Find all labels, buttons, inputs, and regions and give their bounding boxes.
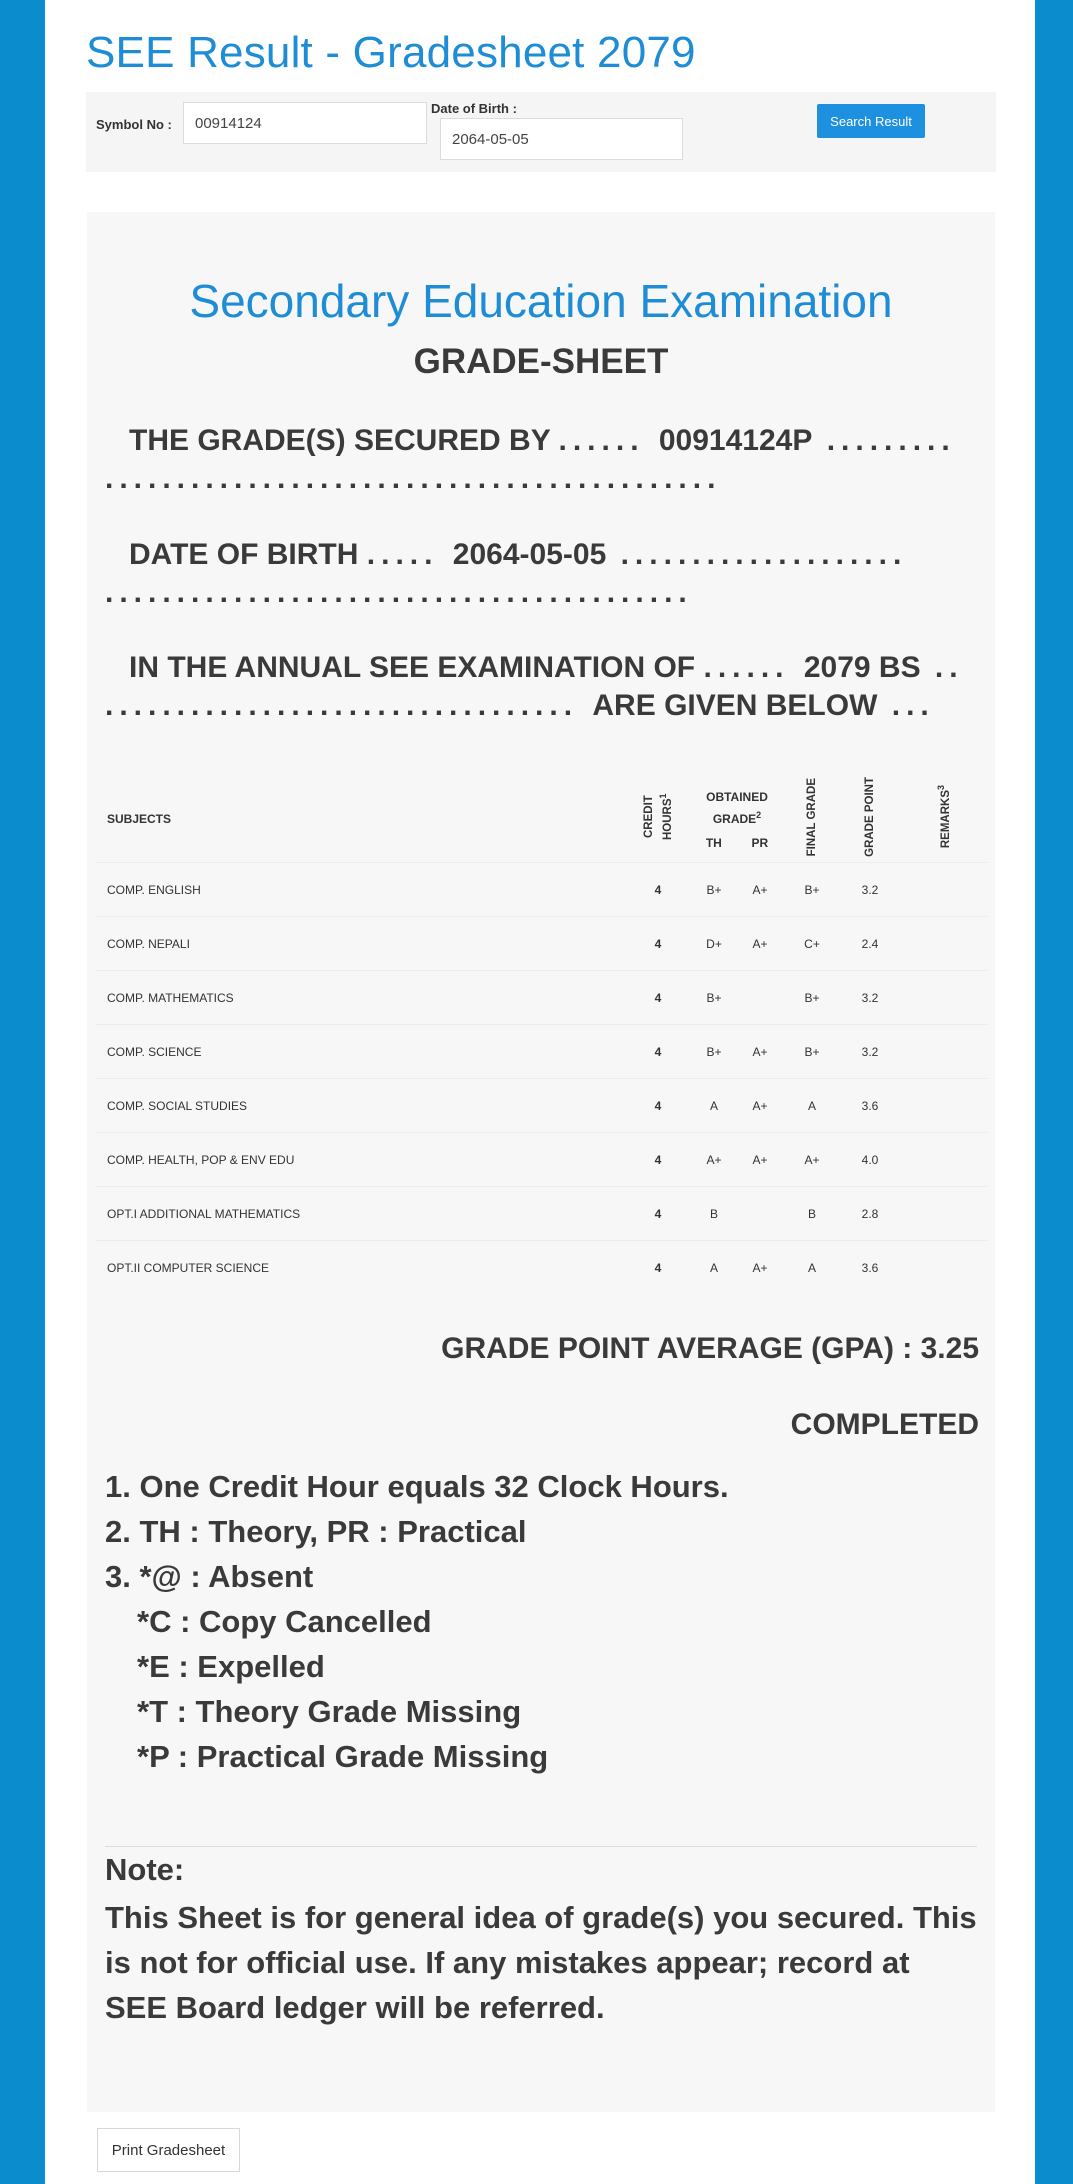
symbol-no-label: Symbol No :	[96, 117, 172, 132]
grade-point: 3.2	[841, 971, 899, 1025]
credit-hours: 4	[625, 1241, 691, 1295]
practical-grade	[737, 971, 783, 1025]
obtained-grade-header: OBTAINED GRADE$^2$ TH PR	[705, 789, 769, 850]
grade-point-header: GRADE POINT	[864, 777, 876, 857]
subject-name: COMP. NEPALI	[95, 917, 625, 971]
grade-point: 3.2	[841, 1025, 899, 1079]
note-heading: Note:	[105, 1852, 185, 1887]
table-row	[95, 1187, 987, 1241]
final-grade: A	[783, 1079, 841, 1133]
subject-name: COMP. SCIENCE	[95, 1025, 625, 1079]
legend-item: 1. One Credit Hour equals 32 Clock Hours.	[105, 1469, 729, 1504]
subject-name: COMP. SOCIAL STUDIES	[95, 1079, 625, 1133]
dob-line: DATE OF BIRTH ..... 2064-05-05 .................... .........................................	[105, 538, 908, 609]
symbol-no-input[interactable]	[183, 102, 427, 144]
credit-hours: 4	[625, 971, 691, 1025]
final-grade: B+	[783, 863, 841, 917]
dob-line-value: 2064-05-05	[452, 538, 607, 571]
final-grade: B	[783, 1187, 841, 1241]
pr-header: PR	[751, 835, 769, 850]
final-grade: C+	[783, 917, 841, 971]
subject-name: OPT.II COMPUTER SCIENCE	[95, 1241, 625, 1295]
theory-grade: B+	[691, 971, 737, 1025]
final-grade: B+	[783, 1025, 841, 1079]
theory-grade: D+	[691, 917, 737, 971]
subjects-header: SUBJECTS	[107, 811, 172, 826]
print-gradesheet-button[interactable]: Print Gradesheet	[97, 2128, 240, 2172]
credit-hours: 4	[625, 1079, 691, 1133]
theory-grade: B+	[691, 1025, 737, 1079]
practical-grade: A+	[737, 863, 783, 917]
legend-item: 3. *@ : Absent	[105, 1559, 314, 1594]
dob-label: Date of Birth :	[431, 101, 517, 116]
practical-grade	[737, 1187, 783, 1241]
grade-point: 4.0	[841, 1133, 899, 1187]
note-body: This Sheet is for general idea of grade(s) you secured. This is not for official use. If any mistakes appear; record at SEE Board ledger will be referred.	[105, 1900, 977, 2025]
remarks	[899, 1025, 987, 1079]
practical-grade: A+	[737, 1079, 783, 1133]
legend-notes	[105, 1464, 975, 1779]
grades-table	[95, 775, 987, 1295]
legend-item: *T : Theory Grade Missing	[137, 1694, 522, 1729]
subject-name: COMP. HEALTH, POP & ENV EDU	[95, 1133, 625, 1187]
credit-hours: 4	[625, 863, 691, 917]
secured-by-value: 00914124P	[658, 424, 813, 457]
gpa-value: 3.25	[920, 1332, 979, 1365]
gpa-label: GRADE POINT AVERAGE (GPA) :	[441, 1332, 913, 1365]
final-grade: B+	[783, 971, 841, 1025]
legend-item: *E : Expelled	[137, 1649, 325, 1684]
table-row	[95, 971, 987, 1025]
credit-hours-header: CREDIT HOURS$^1$	[642, 793, 674, 841]
table-row	[95, 1241, 987, 1295]
legend-item: 2. TH : Theory, PR : Practical	[105, 1514, 527, 1549]
exam-title: Secondary Education Examination	[189, 275, 893, 327]
result-status: COMPLETED	[790, 1408, 979, 1441]
remarks	[899, 863, 987, 917]
exam-of-value: 2079 BS	[803, 651, 921, 684]
dob-input[interactable]	[440, 118, 683, 160]
grade-point: 3.6	[841, 1079, 899, 1133]
final-grade: A+	[783, 1133, 841, 1187]
practical-grade: A+	[737, 1133, 783, 1187]
remarks	[899, 1079, 987, 1133]
table-row	[95, 1079, 987, 1133]
page-title: SEE Result - Gradesheet 2079	[86, 28, 696, 77]
remarks	[899, 917, 987, 971]
table-row	[95, 1133, 987, 1187]
table-row	[95, 1025, 987, 1079]
subject-name: OPT.I ADDITIONAL MATHEMATICS	[95, 1187, 625, 1241]
grade-point: 2.4	[841, 917, 899, 971]
final-grade-header: FINAL GRADE	[806, 777, 818, 857]
credit-hours: 4	[625, 1133, 691, 1187]
exam-of-line: IN THE ANNUAL SEE EXAMINATION OF ...... 2079 BS .. ................................. ARE GIVEN BELOW ...	[105, 651, 964, 722]
secured-by-line: THE GRADE(S) SECURED BY ...... 00914124P ......... ...........................................	[105, 424, 956, 495]
secured-by-label: THE GRADE(S) SECURED BY	[129, 424, 551, 457]
remarks	[899, 971, 987, 1025]
gpa-line	[441, 1332, 979, 1366]
grade-sheet-heading: GRADE-SHEET	[413, 342, 669, 381]
legend-item: *P : Practical Grade Missing	[137, 1739, 549, 1774]
page-container	[45, 0, 1035, 2184]
subject-name: COMP. ENGLISH	[95, 863, 625, 917]
practical-grade: A+	[737, 1025, 783, 1079]
practical-grade: A+	[737, 1241, 783, 1295]
dob-line-label: DATE OF BIRTH	[129, 538, 359, 571]
credit-hours: 4	[625, 917, 691, 971]
subject-name: COMP. MATHEMATICS	[95, 971, 625, 1025]
table-row	[95, 917, 987, 971]
credit-hours: 4	[625, 1025, 691, 1079]
remarks	[899, 1187, 987, 1241]
final-grade: A	[783, 1241, 841, 1295]
theory-grade: A+	[691, 1133, 737, 1187]
given-below-text: ARE GIVEN BELOW	[592, 689, 878, 722]
grade-point: 3.6	[841, 1241, 899, 1295]
theory-grade: B+	[691, 863, 737, 917]
remarks-header: REMARKS$^3$	[935, 785, 952, 849]
theory-grade: A	[691, 1079, 737, 1133]
search-form	[86, 92, 996, 172]
search-result-button[interactable]: Search Result	[817, 104, 925, 138]
practical-grade: A+	[737, 917, 783, 971]
th-header: TH	[705, 835, 722, 850]
grade-point: 2.8	[841, 1187, 899, 1241]
divider	[105, 1846, 977, 1847]
theory-grade: B	[691, 1187, 737, 1241]
remarks	[899, 1241, 987, 1295]
theory-grade: A	[691, 1241, 737, 1295]
legend-item: *C : Copy Cancelled	[137, 1604, 432, 1639]
remarks	[899, 1133, 987, 1187]
table-row	[95, 863, 987, 917]
exam-of-label: IN THE ANNUAL SEE EXAMINATION OF	[129, 651, 696, 684]
grade-point: 3.2	[841, 863, 899, 917]
credit-hours: 4	[625, 1187, 691, 1241]
grade-sheet	[87, 212, 995, 2112]
